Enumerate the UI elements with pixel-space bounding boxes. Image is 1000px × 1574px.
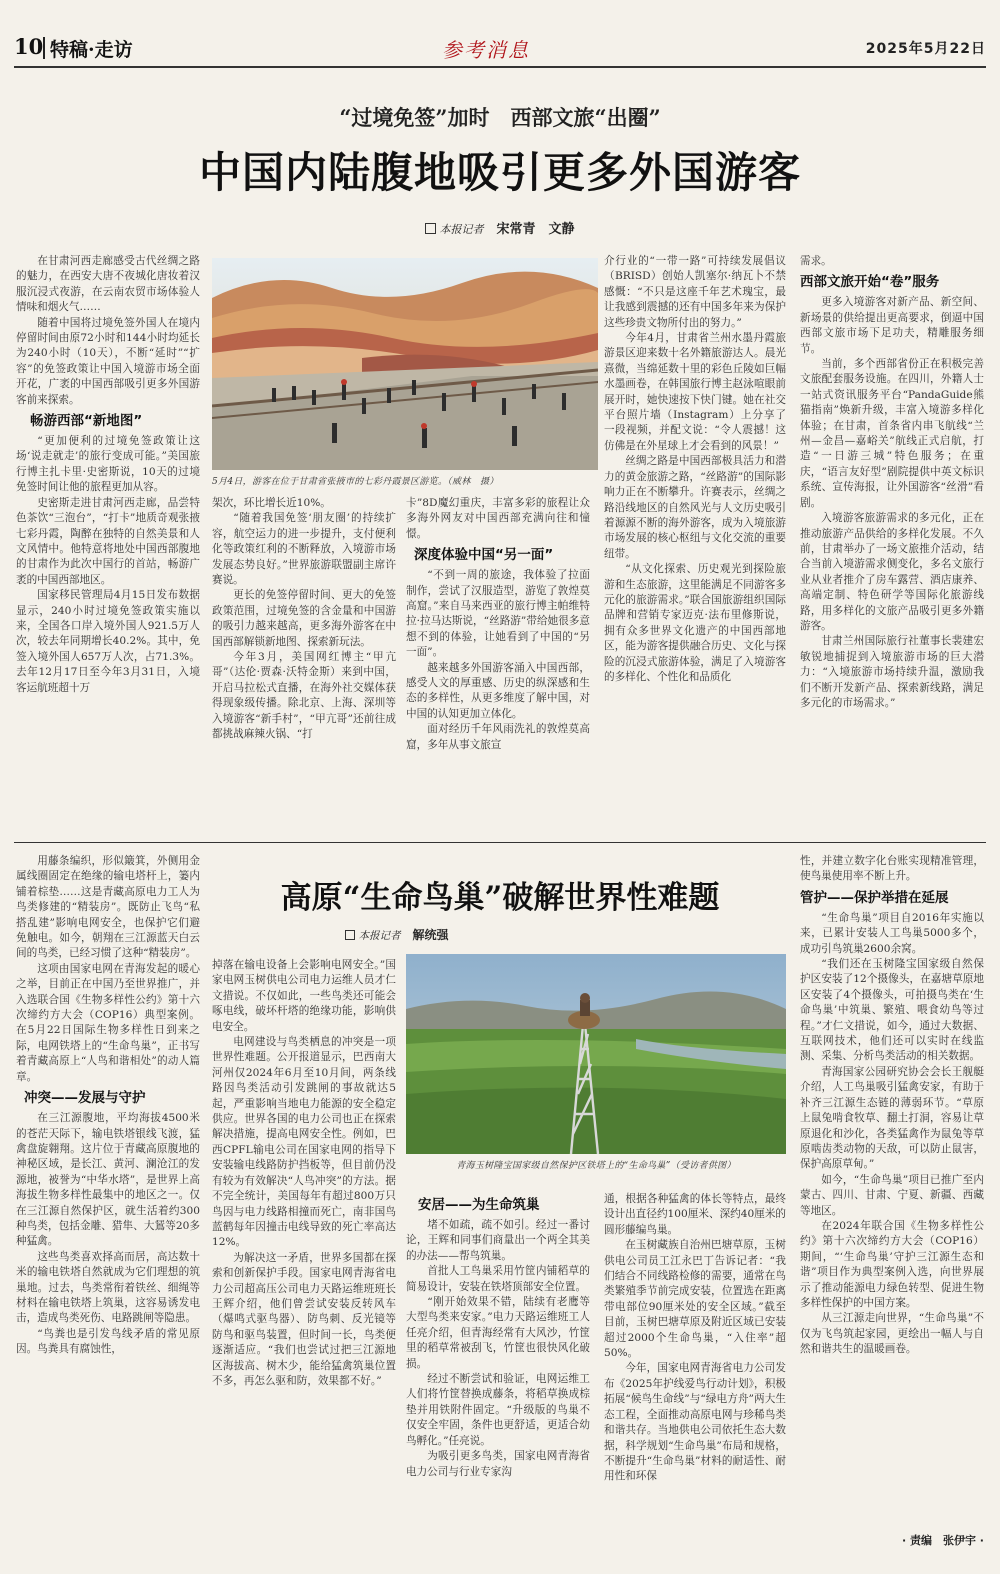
a1-para: 随着中国将过境免签外国人在境内停留时间由原72小时和144小时均延长为240小时（10天），不断“延时”“扩容”的免签政策让中国入境游市场全面开花，广袤的中国西部吸引更多外国游客前来探索。 — [16, 316, 200, 406]
article2-col3 — [406, 1192, 590, 1544]
a2-para: 掉落在输电设备上会影响电网安全。”国家电网玉树供电公司电力运维人员才仁文措说。不仅如此，一些鸟类还可能会啄电线，破坏杆塔的绝缘功能，影响供电安全。 — [212, 959, 396, 1033]
a2-para: 在玉树藏族自治州巴塘草原，玉树供电公司员工江永巴丁告诉记者：“我们结合不同线路检修的需要，通常在鸟类繁殖季节前完成安装，位置选在距离带电部位90厘米处的安全区域。”截至目前，玉树巴塘草原及附近区域已安装超过2000个生命鸟巢，“入住率”超50%。 — [604, 1239, 786, 1360]
a1-para: 架次，环比增长近10%。 — [212, 497, 331, 509]
a2-para: 在三江源腹地，平均海拔4500米的苍茫天际下，输电铁塔银线飞渡，猛禽盘旋翱翔。这片位于青藏高原腹地的神秘区域，是长江、黄河、澜沧江的发源地，被誉为“中华水塔”，是世界上高海拔生物多样性最集中的地区之一。仅在三江源自然保护区，就生活着约300种鸟类，包括金雕、猎隼、大鵟等20多种猛禽。 — [16, 1112, 200, 1248]
byline-names: 宋常青 文静 — [496, 222, 575, 237]
a1-para: “不到一周的旅途，我体验了拉面制作，尝试了汉服造型，游览了敦煌莫高窟。”来自马来西亚的旅行博主帕维特拉·拉马达斯说，“丝路游”带给她很多意想不到的体验，让她看到了中国的“另一面”。 — [406, 569, 590, 659]
article2-col5 — [800, 854, 984, 1522]
a2-para: 首批人工鸟巢采用竹筐内铺稻草的简易设计，安装在铁塔顶部安全位置。 — [406, 1265, 590, 1293]
byline-prefix: 本报记者 — [358, 930, 401, 942]
editor-credit: · 责编 张伊宇 · — [901, 1534, 984, 1547]
a2-para: “我们还在玉树隆宝国家级自然保护区安装了12个摄像头，在嘉塘草原地区安装了4个摄像头，可拍摄鸟类在‘生命鸟巢’中筑巢、繁殖、喂食幼鸟等过程。”才仁文措说，如今，通过大数据、互联网技术，他们还可以实时在线监测、采集、分析鸟类活动的相关数据。 — [800, 958, 984, 1063]
a2-para: 电网建设与鸟类栖息的冲突是一项世界性难题。公开报道显示，巴西南大河州仅2024年6月至10月间，两条线路因鸟类活动引发跳闸的事故就达5起，严重影响当地电力能源的安全稳定供应。世界各国的电力公司也正在探索解决措施，提高电网安全性。例如，巴西CPFL输电公司在国家电网的指导下安装输电线路防护挡板等，但目前仍没有较为有效解决“人鸟冲突”的方法。据不完全统计，美国每年有超过800万只鸟因与电力线路相撞而死亡，南非国鸟蓝鹤每年因撞击电线导致的死亡率高达12%。 — [212, 1036, 396, 1249]
a2-para: 这项由国家电网在青海发起的暖心之举，目前正在中国乃至世界推广，并入选联合国《生物多样性公约》第十六次缔约方大会（COP16）典型案例。在5月22日国际生物多样性日到来之际，电网铁塔上的“生命鸟巢”，正书写着青藏高原上“人鸟和谐相处”的动人篇章。 — [16, 962, 200, 1083]
a2-para: 青海国家公园研究协会会长王舰艇介绍，人工鸟巢吸引猛禽安家，有助于补齐三江源生态链的薄弱环节。“草原上鼠兔啃食牧草、翻土打洞，容易让草原退化和沙化，各类猛禽作为鼠兔等草原啮齿类动物的天敌，可以防止鼠害，保护高原草甸。” — [800, 1065, 984, 1171]
a2-para: “鸟粪也是引发鸟线矛盾的常见原因。鸟粪具有腐蚀性， — [16, 1327, 200, 1356]
danxia-photo — [212, 258, 598, 470]
article2-title: 高原“生命鸟巢”破解世界性难题 — [280, 880, 720, 916]
a1-para: “从文化探索、历史观光到探险旅游和生态旅游，这里能满足不同游客多元化的旅游需求。”联合国旅游组织国际品牌和营销专家迈克·法布里修斯说，拥有众多世界文化遗产的中国西部地区，能为游客提供融合历史、文化与探险的沉浸式旅游体验，满足了入境游客的多样化、个性化和品质化 — [604, 563, 786, 683]
byline-names: 解统强 — [412, 928, 449, 942]
a1-para: “随着我国免签‘朋友圈’的持续扩容，航空运力的进一步提升，支付便利化等政策红利的不断释放，入境游市场发展态势良好。”世界旅游联盟副主席许赛说。 — [212, 512, 396, 587]
masthead-logo: 参考消息 — [442, 38, 530, 62]
article1-col3 — [406, 496, 590, 832]
article1-col4 — [604, 254, 786, 832]
a2-subheading-1: 冲突——发展与守护 — [24, 1090, 146, 1107]
byline-box-icon — [425, 223, 436, 234]
a1-para: 今年4月，甘肃省兰州水墨丹霞旅游景区迎来数十名外籍旅游达人。晨光熹微，当绵延数十里的彩色丘陵如巨幅水墨画卷，在韩国旅行博主赵泳喧眼前展开时，她快速按下快门键。她在社交平台照片墙（Instagram）上分享了一段视频，并配文说：“令人震撼！这仿佛是在外星球上才会看到的风景！” — [604, 332, 786, 452]
a1-para: 丝绸之路是中国西部极具活力和潜力的黄金旅游之路，“丝路游”的国际影响力正在不断攀升。许赛表示，丝绸之路沿线地区的自然风光与人文历史吸引着源源不断的海外游客，成为入境旅游市场发展的核心枢纽与文化交流的重要纽带。 — [604, 455, 786, 560]
section-name: 特稿·走访 — [50, 39, 133, 61]
a2-para: 通，根据各种猛禽的体长等特点，最终设计出直径约100厘米、深约40厘米的圆形藤编鸟巢。 — [604, 1193, 786, 1236]
a2-para: 经过不断尝试和验证，电网运维工人们将竹筐替换成藤条，将稻草换成棕垫并用铁附件固定。“升级版的鸟巢不仅安全牢固，条件也更舒适，更适合幼鸟孵化。”任亮说。 — [406, 1373, 590, 1447]
issue-date: 2025年5月22日 — [865, 41, 986, 57]
a1-para: 更多入境游客对新产品、新空间、新场景的供给提出更高要求，倒逼中国西部文旅市场下足功夫，精雕服务细节。 — [800, 296, 984, 355]
a1-para: 需求。 — [800, 255, 832, 267]
page-number: 10 — [14, 34, 44, 59]
a1-para: 更长的免签停留时间、更大的免签政策范围，过境免签的含金量和中国游的吸引力越来越高，更多海外游客在中国西部解锁新地图、探索新玩法。 — [212, 589, 396, 648]
a1-para: 国家移民管理局4月15日发布数据显示，240小时过境免签政策实施以来，全国各口岸入境外国人921.5万人次，较去年同期增长40.2%。其中，免签入境外国人657万人次，占71.3%。去年12月17日至今年3月31日，入境客运航班超十万 — [16, 589, 200, 694]
a1-para: 介行业的“一带一路”可持续发展倡议（BRISD）创始人凯塞尔·纳瓦卜不禁感慨：“不只是这座千年艺术瑰宝，最让我感到震撼的还有中国多年来为保护这些珍贵文物所付出的努力。” — [604, 255, 786, 329]
bird-nest-photo — [406, 954, 786, 1154]
a1-para: 今年3月，美国网红博主“甲亢哥”（达伦·贾森·沃特金斯）来到中国，开启马拉松式直播，在海外社交媒体获得现象级传播。除北京、上海、深圳等入境游客“新手村”，“甲亢哥”还前往成都挑战麻辣火锅、“打 — [212, 651, 396, 741]
grassland-tower-image — [406, 954, 786, 1154]
a2-para: “生命鸟巢”项目自2016年实施以来，已累计安装人工鸟巢5000多个，成功引鸟筑巢2600余窝。 — [800, 911, 984, 955]
header-divider — [43, 37, 45, 59]
article1-col5 — [800, 254, 984, 832]
article2-col1 — [16, 854, 200, 1544]
article2-col4 — [604, 1192, 786, 1544]
byline-prefix: 本报记者 — [439, 223, 484, 236]
bird-nest-photo-caption: 青海玉树隆宝国家级自然保护区铁塔上的“生命鸟巢”（受访者供图） — [456, 1161, 736, 1171]
a2-para: 在2024年联合国《生物多样性公约》第十六次缔约方大会（COP16）期间，“‘生命鸟巢’守护三江源生态和谐”项目作为典型案例入选，向世界展示了推动能源电力绿色转型、促进生物多样性保护的中国方案。 — [800, 1219, 984, 1309]
a1-para: 越来越多外国游客涌入中国西部，感受人文的厚重感、历史的纵深感和生态的多样性，从更多维度了解中国，对中国的认知更加立体化。 — [406, 661, 590, 720]
a2-para: 性，并建立数字化台账实现精准管理，使鸟巢使用率不断上升。 — [800, 855, 984, 883]
a2-para: 用藤条编织，形似簸箕，外侧用金属线圈固定在绝缘的输电塔杆上，篓内铺着棕垫……这是青藏高原电力工人为鸟类修建的“精装房”。既防止飞鸟“私搭乱建”影响电网安全，也保护它们避免触电。如今，朝翔在三江源蓝天白云间的鸟类，已经习惯了这种“精装房”。 — [16, 855, 200, 960]
danxia-photo-caption: 5月4日，游客在位于甘肃省张掖市的七彩丹霞景区游览。（威林 摄） — [212, 477, 499, 487]
article1-col1 — [16, 254, 200, 832]
article1-byline — [0, 218, 1000, 237]
article-divider — [14, 842, 986, 843]
article2-col2 — [212, 958, 396, 1544]
a2-para: 这些鸟类喜欢择高而居，高达数十米的输电铁塔自然就成为它们理想的筑巢地。过去，鸟类常衔着铁丝、细绳等材料在输电铁塔上筑巢，这容易诱发电击，造成鸟类死伤、电路跳闸等隐患。 — [16, 1250, 200, 1325]
a1-para: 在甘肃河西走廊感受古代丝绸之路的魅力，在西安大唐不夜城化唐妆着汉服沉浸式夜游，在云南农贸市场体验人情味和烟火气…… — [16, 255, 200, 314]
a1-subheading-1: 畅游西部“新地图” — [30, 413, 143, 430]
a2-subheading-2: 安居——为生命筑巢 — [418, 1197, 540, 1213]
a1-para: 入境游客旅游需求的多元化，正在推动旅游产品供给的多样化发展。不久前，甘肃举办了一场文旅推介活动，结合当前入境游需求侧变化，多名文旅行业从业者推介了房车露营、酒店康养、高端定制、特色研学等国际化旅游线路，用多样化的文旅产品吸引更多外籍游客。 — [800, 512, 984, 632]
article1-title: 中国内陆腹地吸引更多外国游客 — [198, 148, 801, 197]
a2-subheading-3: 管护——保护举措在延展 — [800, 889, 949, 906]
article1-kicker: “过境免签”加时 西部文旅“出圈” — [339, 105, 661, 130]
a2-para: 如今，“生命鸟巢”项目已推广至内蒙古、四川、甘肃、宁夏、新疆、西藏等地区。 — [800, 1173, 984, 1217]
a1-para: 面对经历千年风雨洗礼的敦煌莫高窟，多年从事文旅宣 — [406, 723, 590, 751]
a1-subheading-3: 西部文旅开始“卷”服务 — [800, 274, 940, 291]
article2-byline — [212, 926, 582, 943]
a1-subheading-2: 深度体验中国“另一面” — [414, 547, 554, 564]
byline-box-icon — [345, 930, 355, 940]
a2-para: 为解决这一矛盾，世界多国都在探索和创新保护手段。国家电网青海省电力公司超高压公司电力天路运维班班长王辉介绍，他们曾尝试安装反转风车（爆鸣式驱鸟器）、防鸟刺、反光镜等防鸟和驱鸟装置，但时间一长，鸟类便逐渐适应。“我们也尝试过把三江源地区海拔高、树木少，能给猛禽筑巢位置不多，再怎么驱和防，效果都不好。” — [212, 1251, 396, 1387]
a1-para: 当前，多个西部省份正在积极完善文旅配套服务设施。在四川，外籍人士一站式资讯服务平台“PandaGuide熊猫指南”焕新升级，丰富入境游多样化体验；在甘肃，首条省内串飞航线“兰州—金昌—嘉峪关”航线正式启航，打造“一日游三城”特色服务；在重庆，“语言友好型”剧院提供中英文标识系统、宣传海报，让外国游客“丝滑”看剧。 — [800, 358, 984, 509]
a1-para: 卡”8D魔幻重庆，丰富多彩的旅程让众多海外网友对中国西部充满向往和憧憬。 — [406, 497, 590, 540]
danxia-landscape-image — [212, 258, 598, 470]
page-header — [14, 34, 986, 64]
a2-para: 今年，国家电网青海省电力公司发布《2025年护线爱鸟行动计划》，积极拓展“候鸟生命线”与“绿电方舟”两大生态工程，全面推动高原电网与珍稀鸟类和谐共存。当地供电公司依托生态大数据，科学规划“生命鸟巢”布局和规格，不断提升“生命鸟巢”材料的耐适性、耐用性和环保 — [604, 1362, 786, 1483]
a1-para: 史密斯走进甘肃河西走廊，品尝特色茶饮“三泡台”，“打卡”地质奇观张掖七彩丹霞，陶醉在独特的自然美景和人文风情中。他特意将地处中国西部腹地的甘肃作为此次中国行的首站，畅游广袤的中国西部地区。 — [16, 496, 200, 586]
article1-col2 — [212, 496, 396, 832]
a1-para: “更加便利的过境免签政策让这场‘说走就走’的旅行变成可能。”美国旅行博主扎卡里·史密斯说，10天的过境免签时间让他的旅程更加从容。 — [16, 435, 200, 494]
a2-para: “刚开始效果不错，陆续有老鹰等大型鸟类来安家。”电力天路运维班工人任亮介绍，但青海经常有大风沙，竹筐里的稻草常被刮飞，竹筐也很快风化破损。 — [406, 1296, 590, 1370]
a1-para: 甘肃兰州国际旅行社董事长裴建宏敏锐地捕捉到入境旅游市场的巨大潜力：“入境旅游市场持续升温，激励我们不断开发新产品、探索新线路，满足多元化的市场需求。” — [800, 635, 984, 709]
a2-para: 为吸引更多鸟类，国家电网青海省电力公司与行业专家沟 — [406, 1450, 590, 1478]
header-rule — [14, 66, 986, 68]
a2-para: 从三江源走向世界，“生命鸟巢”不仅为飞鸟筑起家园，更绘出一幅人与自然和谐共生的温暖画卷。 — [800, 1312, 984, 1356]
a2-para: 堵不如疏，疏不如引。经过一番讨论，王辉和同事们商量出一个两全其美的办法——帮鸟筑巢。 — [406, 1219, 590, 1262]
